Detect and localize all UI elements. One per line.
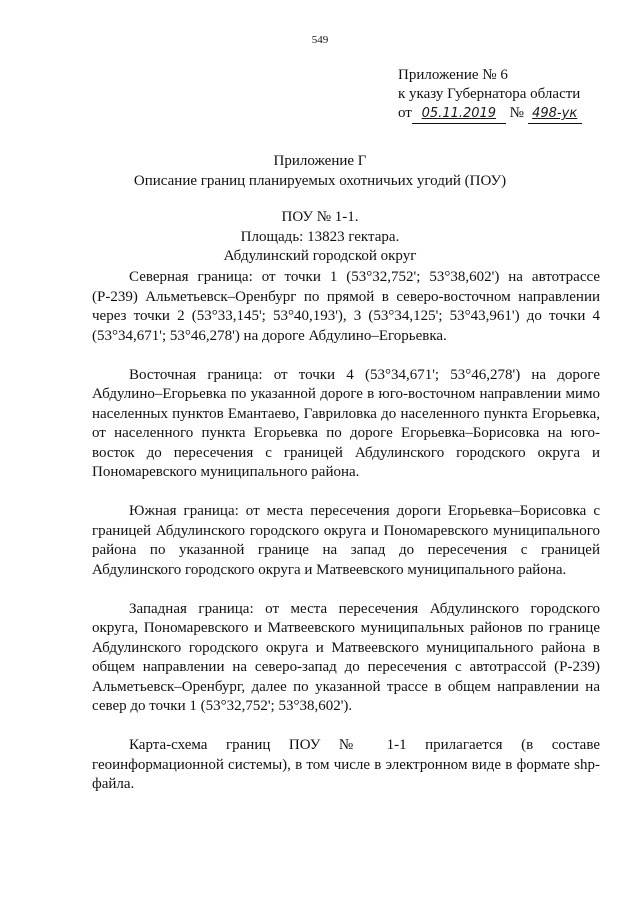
- number-prefix: №: [509, 105, 524, 121]
- date-field: [412, 104, 506, 124]
- page-number: 549: [311, 34, 329, 46]
- heading-appendix-letter: Приложение Г: [273, 153, 367, 169]
- decree-date-number-line: [398, 104, 582, 124]
- west-boundary-paragraph: Западная граница: от места пересечения Абдулинского городского округа, Пономаревского и Матвеевского муниципальных районов по границе Абдулинского городского округа и Матвеевского муниципального района в общем направлении на северо-запад до пересечения с автотрассой (Р-239) Альметьевск–Оренбург, далее по указанной трассе в общем направлении на север до точки 1 (53°32,752'; 53°38,602').: [92, 600, 600, 714]
- appendix-decree: к указу Губернатора области: [398, 86, 581, 102]
- appendix-number: Приложение № 6: [398, 67, 508, 83]
- heading-title: Описание границ планируемых охотничьих угодий (ПОУ): [133, 172, 507, 189]
- appendix-reference: [398, 66, 582, 124]
- handwritten-date: 05.11.2019: [421, 106, 497, 121]
- pou-area: Площадь: 13823 гектара.: [240, 228, 400, 245]
- boundary-description: [92, 268, 600, 814]
- document-heading: [0, 152, 640, 191]
- date-prefix: от: [398, 105, 412, 121]
- pou-title: ПОУ № 1-1.: [281, 209, 359, 225]
- east-boundary-paragraph: Восточная граница: от точки 4 (53°34,671'; 53°46,278') на дороге Абдулино–Егорьевка по указанной дороге в юго-восточном направлении мимо населенных пунктов Емантаево, Гавриловка до населенного пункта Егорьевка, от населенного пункта Егорьевка по дороге Егорьевка–Борисовка на юго-восток до пересечения с границей Абдулинского городского округа и Пономаревского муниципального района.: [92, 366, 600, 480]
- map-scheme-paragraph: Карта-схема границ ПОУ № 1-1 прилагается (в составе геоинформационной системы), в том числе в электронном виде в формате shp-файла.: [92, 737, 600, 792]
- number-field: [528, 104, 582, 124]
- pou-district: Абдулинский городской округ: [223, 248, 417, 264]
- south-boundary-paragraph: Южная граница: от места пересечения дороги Егорьевка–Борисовка с границей Абдулинского городского округа и Пономаревского муниципального района по указанной границе на запад до пересечения с границей Абдулинского городского округа и Матвеевского муниципального района.: [92, 503, 600, 578]
- handwritten-number: 498-ук: [532, 106, 578, 121]
- north-boundary-paragraph: Северная граница: от точки 1 (53°32,752'; 53°38,602') на автотрассе (Р-239) Альметьевск–Оренбург по прямой в северо-восточном направлении через точки 2 (53°33,145'; 53°40,193'), 3 (53°34,125'; 53°43,961') до точки 4 (53°34,671'; 53°46,278') на дороге Абдулино–Егорьевка.: [92, 269, 600, 344]
- pou-header: [0, 208, 640, 267]
